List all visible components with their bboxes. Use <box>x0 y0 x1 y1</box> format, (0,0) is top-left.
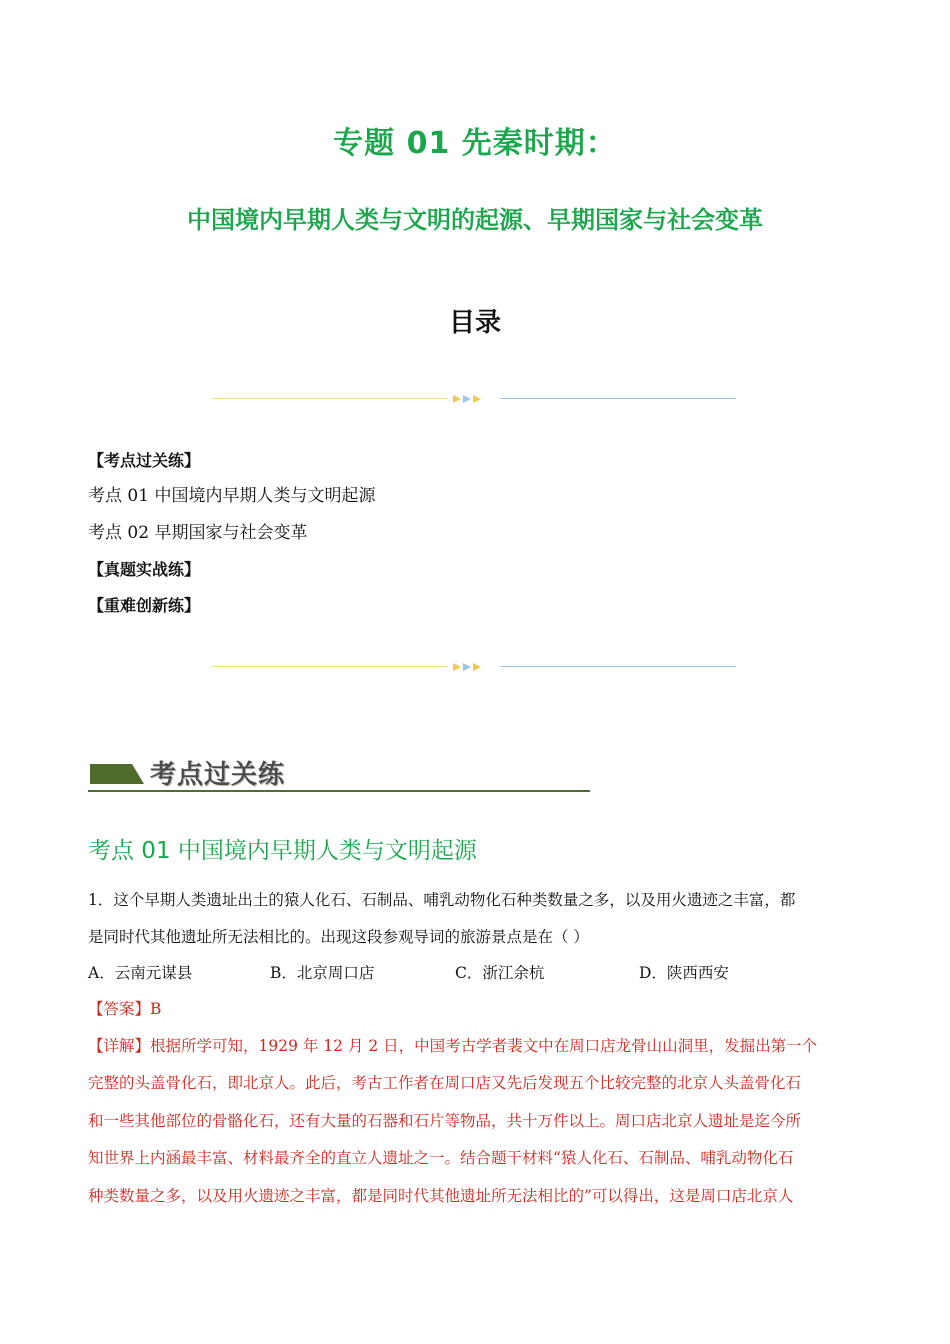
question-text-line-1: 1．这个早期人类遗址出土的猿人化石、石制品、哺乳动物化石种类数量之多，以及用火遗迹之丰富，都 <box>88 891 796 909</box>
document-title: 专题 01 先秦时期： <box>333 126 617 161</box>
toc-item-topic-02[interactable]: 考点 02 早期国家与社会变革 <box>88 523 308 543</box>
toc-heading: 目录 <box>448 308 501 338</box>
question-text-line-2: 是同时代其他遗址所无法相比的。出现这段参观导词的旅游景点是在（ ） <box>88 928 589 946</box>
toc-item-real-exam[interactable]: 【真题实战练】 <box>88 560 201 579</box>
section-banner <box>88 752 590 792</box>
bottom-divider <box>212 661 736 673</box>
banner-parallelogram-icon <box>88 762 146 786</box>
section-subtitle: 考点 01 中国境内早期人类与文明起源 <box>88 838 477 864</box>
explanation-line-4: 知世界上内涵最丰富、材料最齐全的直立人遗址之一。结合题干材料“猿人化石、石制品、哺乳动物化石 <box>88 1149 794 1167</box>
document-subtitle: 中国境内早期人类与文明的起源、早期国家与社会变革 <box>187 206 763 234</box>
triple-arrow-icon <box>453 661 493 673</box>
option-b[interactable]: B．北京周口店 <box>270 964 375 982</box>
explanation-line-5: 种类数量之多，以及用火遗迹之丰富，都是同时代其他遗址所无法相比的”可以得出，这是周口店北京人 <box>88 1187 794 1205</box>
option-c[interactable]: C．浙江余杭 <box>455 964 545 982</box>
option-a[interactable]: A．云南元谋县 <box>88 964 193 982</box>
explanation-line-2: 完整的头盖骨化石，即北京人。此后，考古工作者在周口店又先后发现五个比较完整的北京人头盖骨化石 <box>88 1074 802 1092</box>
toc-item-exam-practice[interactable]: 【考点过关练】 <box>88 451 201 470</box>
explanation-line-1: 【详解】根据所学可知，1929 年 12 月 2 日，中国考古学者裴文中在周口店龙骨山山洞里，发掘出第一个 <box>88 1037 818 1055</box>
toc-item-topic-01[interactable]: 考点 01 中国境内早期人类与文明起源 <box>88 486 376 506</box>
answer-line: 【答案】B <box>88 1000 162 1018</box>
banner-label: 考点过关练 <box>150 760 286 790</box>
triple-arrow-icon <box>453 393 493 405</box>
explanation-line-3: 和一些其他部位的骨骼化石，还有大量的石器和石片等物品，共十万件以上。周口店北京人遗址是迄今所 <box>88 1112 802 1130</box>
top-divider <box>212 393 736 405</box>
toc-item-innovation[interactable]: 【重难创新练】 <box>88 596 201 615</box>
option-d[interactable]: D．陕西西安 <box>639 964 729 982</box>
